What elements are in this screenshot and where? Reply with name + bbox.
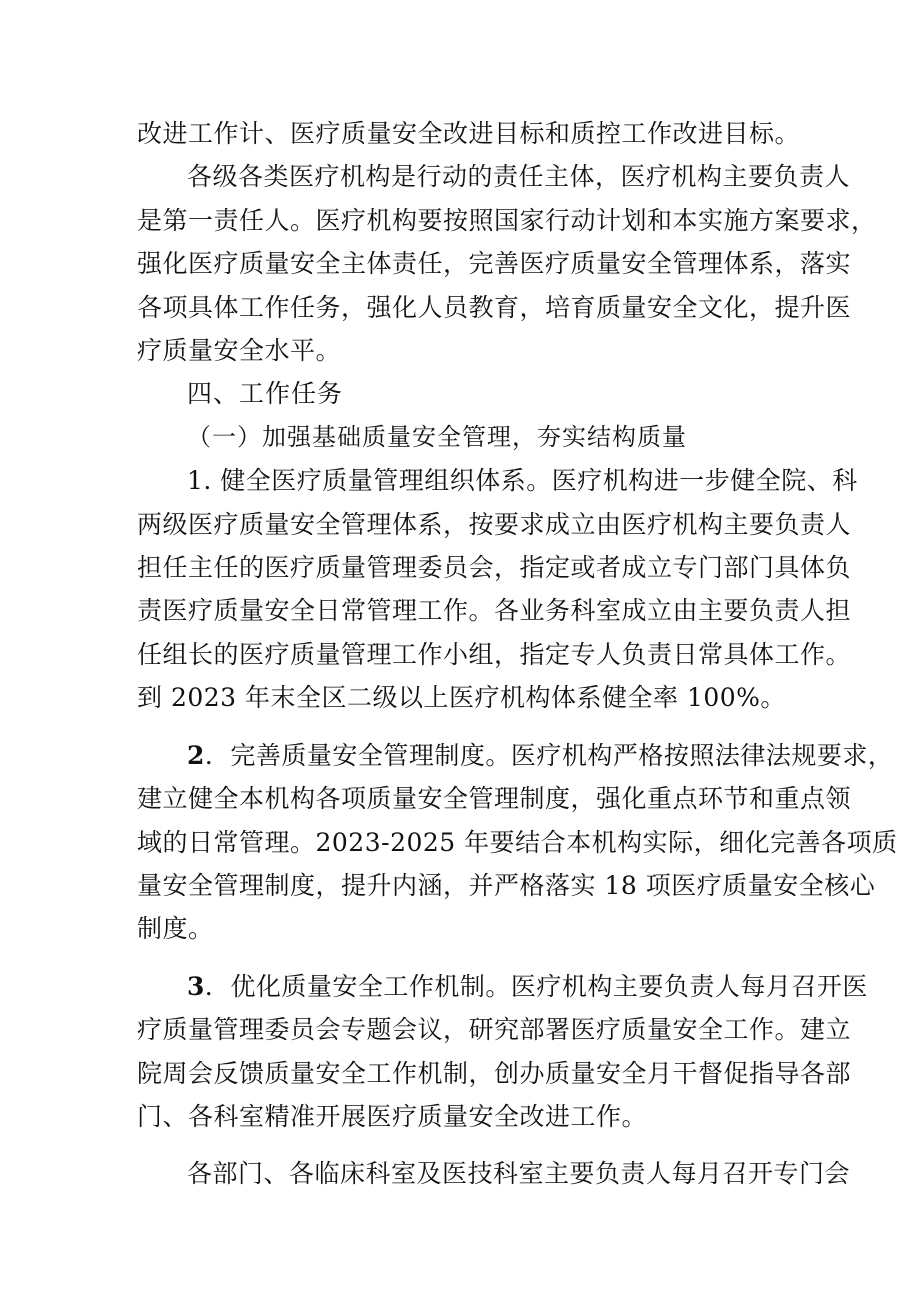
item-1-paragraph bbox=[137, 459, 858, 719]
paragraph-line: 院周会反馈质量安全工作机制，创办质量安全月干督促指导各部 bbox=[137, 1058, 852, 1088]
paragraph-line: 门、各科室精准开展医疗质量安全改进工作。 bbox=[137, 1101, 648, 1131]
paragraph-line: 1. 健全医疗质量管理组织体系。医疗机构进一步健全院、科 bbox=[187, 466, 858, 496]
paragraph-line: 疗质量管理委员会专题会议，研究部署医疗质量安全工作。建立 bbox=[137, 1015, 852, 1045]
paragraph-line: 担任主任的医疗质量管理委员会，指定或者成立专门部门具体负 bbox=[137, 553, 852, 583]
paragraph-line: 两级医疗质量安全管理体系，按要求成立由医疗机构主要负责人 bbox=[137, 509, 852, 539]
subsection-heading: （一）加强基础质量安全管理，夯实结构质量 bbox=[187, 422, 687, 451]
item-3-paragraph bbox=[137, 965, 868, 1139]
item-2-paragraph bbox=[137, 734, 898, 951]
paragraph-line: 任组长的医疗质量管理工作小组，指定专人负责日常具体工作。 bbox=[137, 639, 852, 669]
item-text: ．完善质量安全管理制度。医疗机构严格按照法律法规要求， bbox=[204, 740, 894, 770]
paragraph-line: 疗质量安全水平。 bbox=[137, 336, 342, 366]
paragraph-line: 责医疗质量安全日常管理工作。各业务科室成立由主要负责人担 bbox=[137, 596, 852, 626]
paragraph-line: 各部门、各临床科室及医技科室主要负责人每月召开专门会 bbox=[187, 1159, 851, 1189]
document-page bbox=[137, 112, 898, 1196]
paragraph-gap bbox=[137, 1138, 805, 1152]
section-heading: 四、工作任务 bbox=[187, 379, 344, 409]
item-number: 2 bbox=[187, 740, 205, 770]
paragraph-line bbox=[137, 734, 894, 777]
paragraph-gap bbox=[137, 951, 805, 965]
paragraph-line: 是第一责任人。医疗机构要按照国家行动计划和本实施方案要求， bbox=[137, 205, 877, 235]
paragraph-line: 域的日常管理。2023-2025 年要结合本机构实际，细化完善各项质 bbox=[137, 827, 898, 857]
paragraph-line: 制度。 bbox=[137, 914, 214, 944]
item-text: ．优化质量安全工作机制。医疗机构主要负责人每月召开医 bbox=[204, 971, 868, 1001]
paragraph-line: 建立健全本机构各项质量安全管理制度，强化重点环节和重点领 bbox=[137, 784, 852, 814]
paragraph-line: 强化医疗质量安全主体责任，完善医疗质量安全管理体系，落实 bbox=[137, 249, 852, 279]
paragraph-gap bbox=[137, 720, 805, 734]
paragraph-line: 各项具体工作任务，强化人员教育，培育质量安全文化，提升医 bbox=[137, 292, 852, 322]
item-number: 3 bbox=[187, 971, 205, 1001]
paragraph-line: 到 2023 年末全区二级以上医疗机构体系健全率 100%。 bbox=[137, 683, 786, 713]
paragraph-line: 量安全管理制度，提升内涵，并严格落实 18 项医疗质量安全核心 bbox=[137, 870, 876, 900]
paragraph-line bbox=[137, 965, 868, 1008]
paragraph-line: 改进工作计、医疗质量安全改进目标和质控工作改进目标。 bbox=[137, 119, 801, 148]
paragraph-line: 各级各类医疗机构是行动的责任主体，医疗机构主要负责人 bbox=[187, 162, 851, 192]
responsibility-paragraph bbox=[137, 155, 877, 372]
